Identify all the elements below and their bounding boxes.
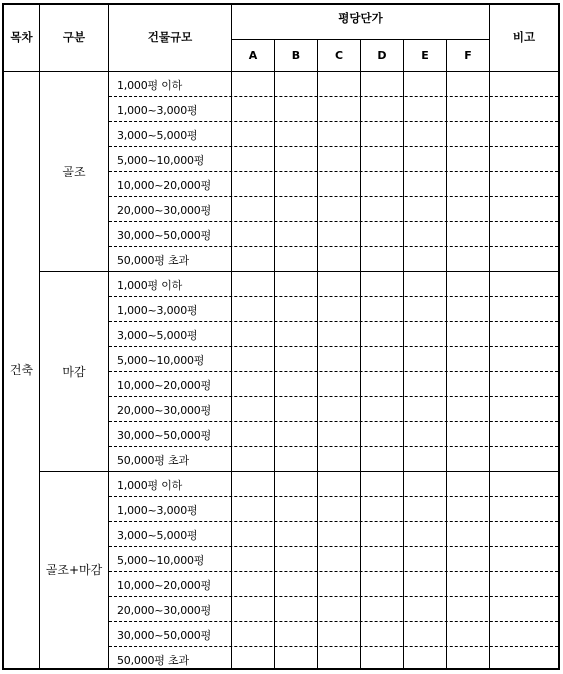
- building-size-cell: 3,000~5,000평: [117, 528, 198, 542]
- group-label-frame-finish: 골조+마감: [45, 563, 103, 577]
- building-size-cell: 30,000~50,000평: [117, 428, 212, 442]
- building-size-cell: 1,000평 이하: [117, 78, 183, 92]
- header-grade-b: B: [291, 49, 301, 62]
- column-divider: [403, 39, 404, 668]
- column-divider: [360, 39, 361, 668]
- header-grade-d: D: [377, 49, 387, 62]
- building-size-cell: 3,000~5,000평: [117, 328, 198, 342]
- building-size-cell: 50,000평 초과: [117, 253, 189, 267]
- building-size-cell: 50,000평 초과: [117, 653, 189, 667]
- building-size-cell: 30,000~50,000평: [117, 228, 212, 242]
- building-size-cell: 1,000~3,000평: [117, 303, 198, 317]
- building-size-cell: 20,000~30,000평: [117, 403, 212, 417]
- building-size-cell: 5,000~10,000평: [117, 553, 205, 567]
- header-grade-e: E: [421, 49, 429, 62]
- building-size-cell: 20,000~30,000평: [117, 603, 212, 617]
- group-label-finish: 마감: [62, 364, 86, 379]
- column-divider: [489, 5, 490, 668]
- building-size-cell: 1,000평 이하: [117, 278, 183, 292]
- column-divider: [231, 5, 232, 668]
- header-unit-price: 평당단가: [338, 11, 383, 26]
- header-grade-a: A: [248, 49, 258, 62]
- column-divider: [274, 39, 275, 668]
- building-size-cell: 3,000~5,000평: [117, 128, 198, 142]
- column-divider: [317, 39, 318, 668]
- building-size-cell: 10,000~20,000평: [117, 378, 212, 392]
- header-grade-f: F: [464, 49, 472, 62]
- building-size-cell: 1,000~3,000평: [117, 503, 198, 517]
- chapter-label: 건축: [9, 363, 34, 377]
- unit-price-table: [2, 3, 560, 670]
- building-size-cell: 5,000~10,000평: [117, 353, 205, 367]
- building-size-cell: 10,000~20,000평: [117, 178, 212, 192]
- building-size-cell: 50,000평 초과: [117, 453, 189, 467]
- header-chapter: 목차: [10, 30, 33, 45]
- building-size-cell: 5,000~10,000평: [117, 153, 205, 167]
- header-grade-c: C: [334, 49, 344, 62]
- building-size-cell: 1,000~3,000평: [117, 103, 198, 117]
- group-label-frame: 골조: [62, 164, 86, 179]
- building-size-cell: 30,000~50,000평: [117, 628, 212, 642]
- building-size-cell: 20,000~30,000평: [117, 203, 212, 217]
- building-size-cell: 1,000평 이하: [117, 478, 183, 492]
- column-divider: [446, 39, 447, 668]
- header-division: 구분: [62, 30, 86, 45]
- header-building-scale: 건물규모: [147, 30, 193, 45]
- building-size-cell: 10,000~20,000평: [117, 578, 212, 592]
- header-remarks: 비고: [512, 30, 536, 45]
